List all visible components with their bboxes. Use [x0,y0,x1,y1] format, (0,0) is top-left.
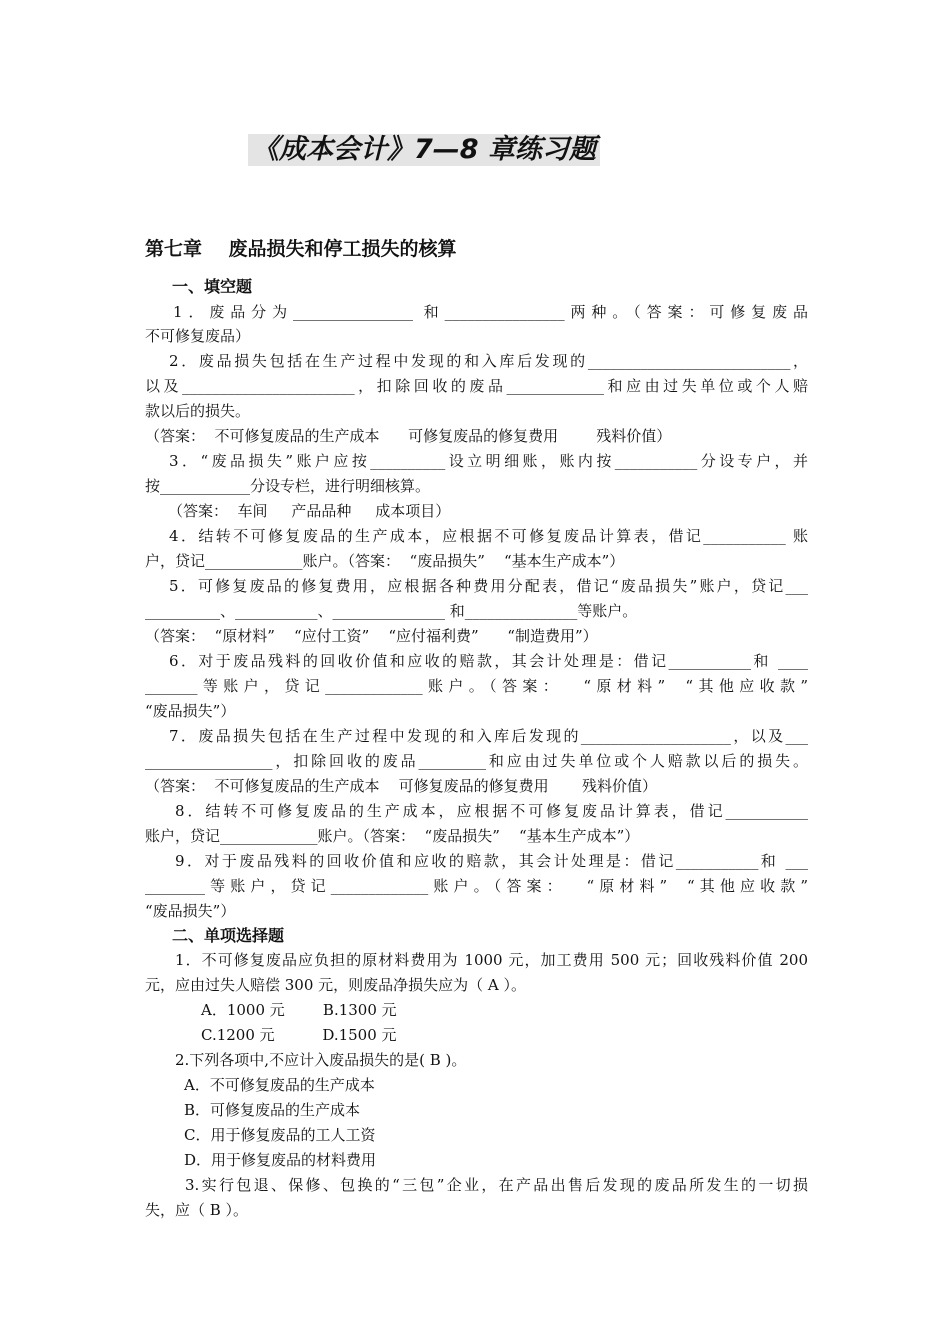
answer-line: （答案： 车间 产品品种 成本项目） [168,502,451,520]
option-line: C.1200 元 D.1500 元 [201,1026,397,1044]
question-line: 1．不可修复废品应负担的原材料费用为 1000 元，加工费用 500 元；回收残料价值 200 [175,951,808,969]
question-line: 2.下列各项中,不应计入废品损失的是( B )。 [175,1051,467,1069]
question-line: 9．对于废品残料的回收价值和应收的赔款，其会计处理是：借记___________和 ___ [175,852,808,870]
question-line: _______等账户，贷记_____________账户。（答案： “原材料” “其他应收款” [145,677,808,695]
question-line: 7．废品损失包括在生产过程中发现的和入库后发现的____________________，以及___ [169,727,808,745]
section-fill-in-blank: 一、填空题 [172,277,253,296]
question-line: 6．对于废品残料的回收价值和应收的赔款，其会计处理是：借记___________和 ____ [169,652,808,670]
question-line: 失，应（ B ）。 [145,1201,249,1219]
answer-line: （答案： 不可修复废品的生产成本 可修复废品的修复费用 残料价值） [145,777,657,795]
question-line: __________、___________、_______________ 和_______________等账户。 [145,602,638,620]
option-line: D．用于修复废品的材料费用 [184,1151,377,1169]
document-title: 《成本会计》7—8 章练习题 [252,134,596,165]
question-line: 1．废品分为________________ 和________________两种。（答案：可修复废品 [173,303,808,321]
question-line: 2．废品损失包括在生产过程中发现的和入库后发现的___________________________， [169,352,808,370]
question-line: 不可修复废品） [145,327,251,345]
question-line: 款以后的损失。 [145,402,251,420]
question-line: 按____________分设专栏，进行明细核算。 [145,477,431,495]
answer-line: （答案： “原材料” “应付工资” “应付福利费” “制造费用”） [145,627,598,645]
question-line: 以及_______________________，扣除回收的废品_____________和应由过失单位或个人赔 [145,377,808,395]
question-line: _________________，扣除回收的废品_________和应由过失单位或个人赔款以后的损失。 [145,752,808,770]
question-line: “废品损失”） [145,702,236,720]
option-line: A．不可修复废品的生产成本 [184,1076,375,1094]
question-line: 8．结转不可修复废品的生产成本，应根据不可修复废品计算表，借记___________ [175,802,808,820]
chapter-heading: 第七章 废品损失和停工损失的核算 [145,238,457,260]
option-line: A．1000 元 B.1300 元 [201,1001,397,1019]
question-line: 4．结转不可修复废品的生产成本，应根据不可修复废品计算表，借记___________ 账 [169,527,808,545]
option-line: C．用于修复废品的工人工资 [184,1126,376,1144]
question-line: 账户，贷记_____________账户。（答案： “废品损失” “基本生产成本”） [145,827,640,845]
section-single-choice: 二、单项选择题 [172,926,285,945]
question-line: 户，贷记_____________账户。（答案： “废品损失” “基本生产成本”） [145,552,625,570]
question-line: 元，应由过失人赔偿 300 元，则废品净损失应为（ A ）。 [145,976,527,994]
question-line: 3.实行包退、保修、包换的“三包”企业，在产品出售后发现的废品所发生的一切损 [185,1176,808,1194]
answer-line: （答案： 不可修复废品的生产成本 可修复废品的修复费用 残料价值） [145,427,672,445]
question-line: 5．可修复废品的修复费用，应根据各种费用分配表，借记“废品损失”账户，贷记___ [169,577,808,595]
question-line: ________等账户，贷记_____________账户。（答案： “原材料” “其他应收款” [145,877,808,895]
option-line: B．可修复废品的生产成本 [184,1101,361,1119]
question-line: “废品损失”） [145,902,236,920]
question-line: 3．“废品损失”账户应按__________设立明细账，账内按___________分设专户，并 [169,452,808,470]
